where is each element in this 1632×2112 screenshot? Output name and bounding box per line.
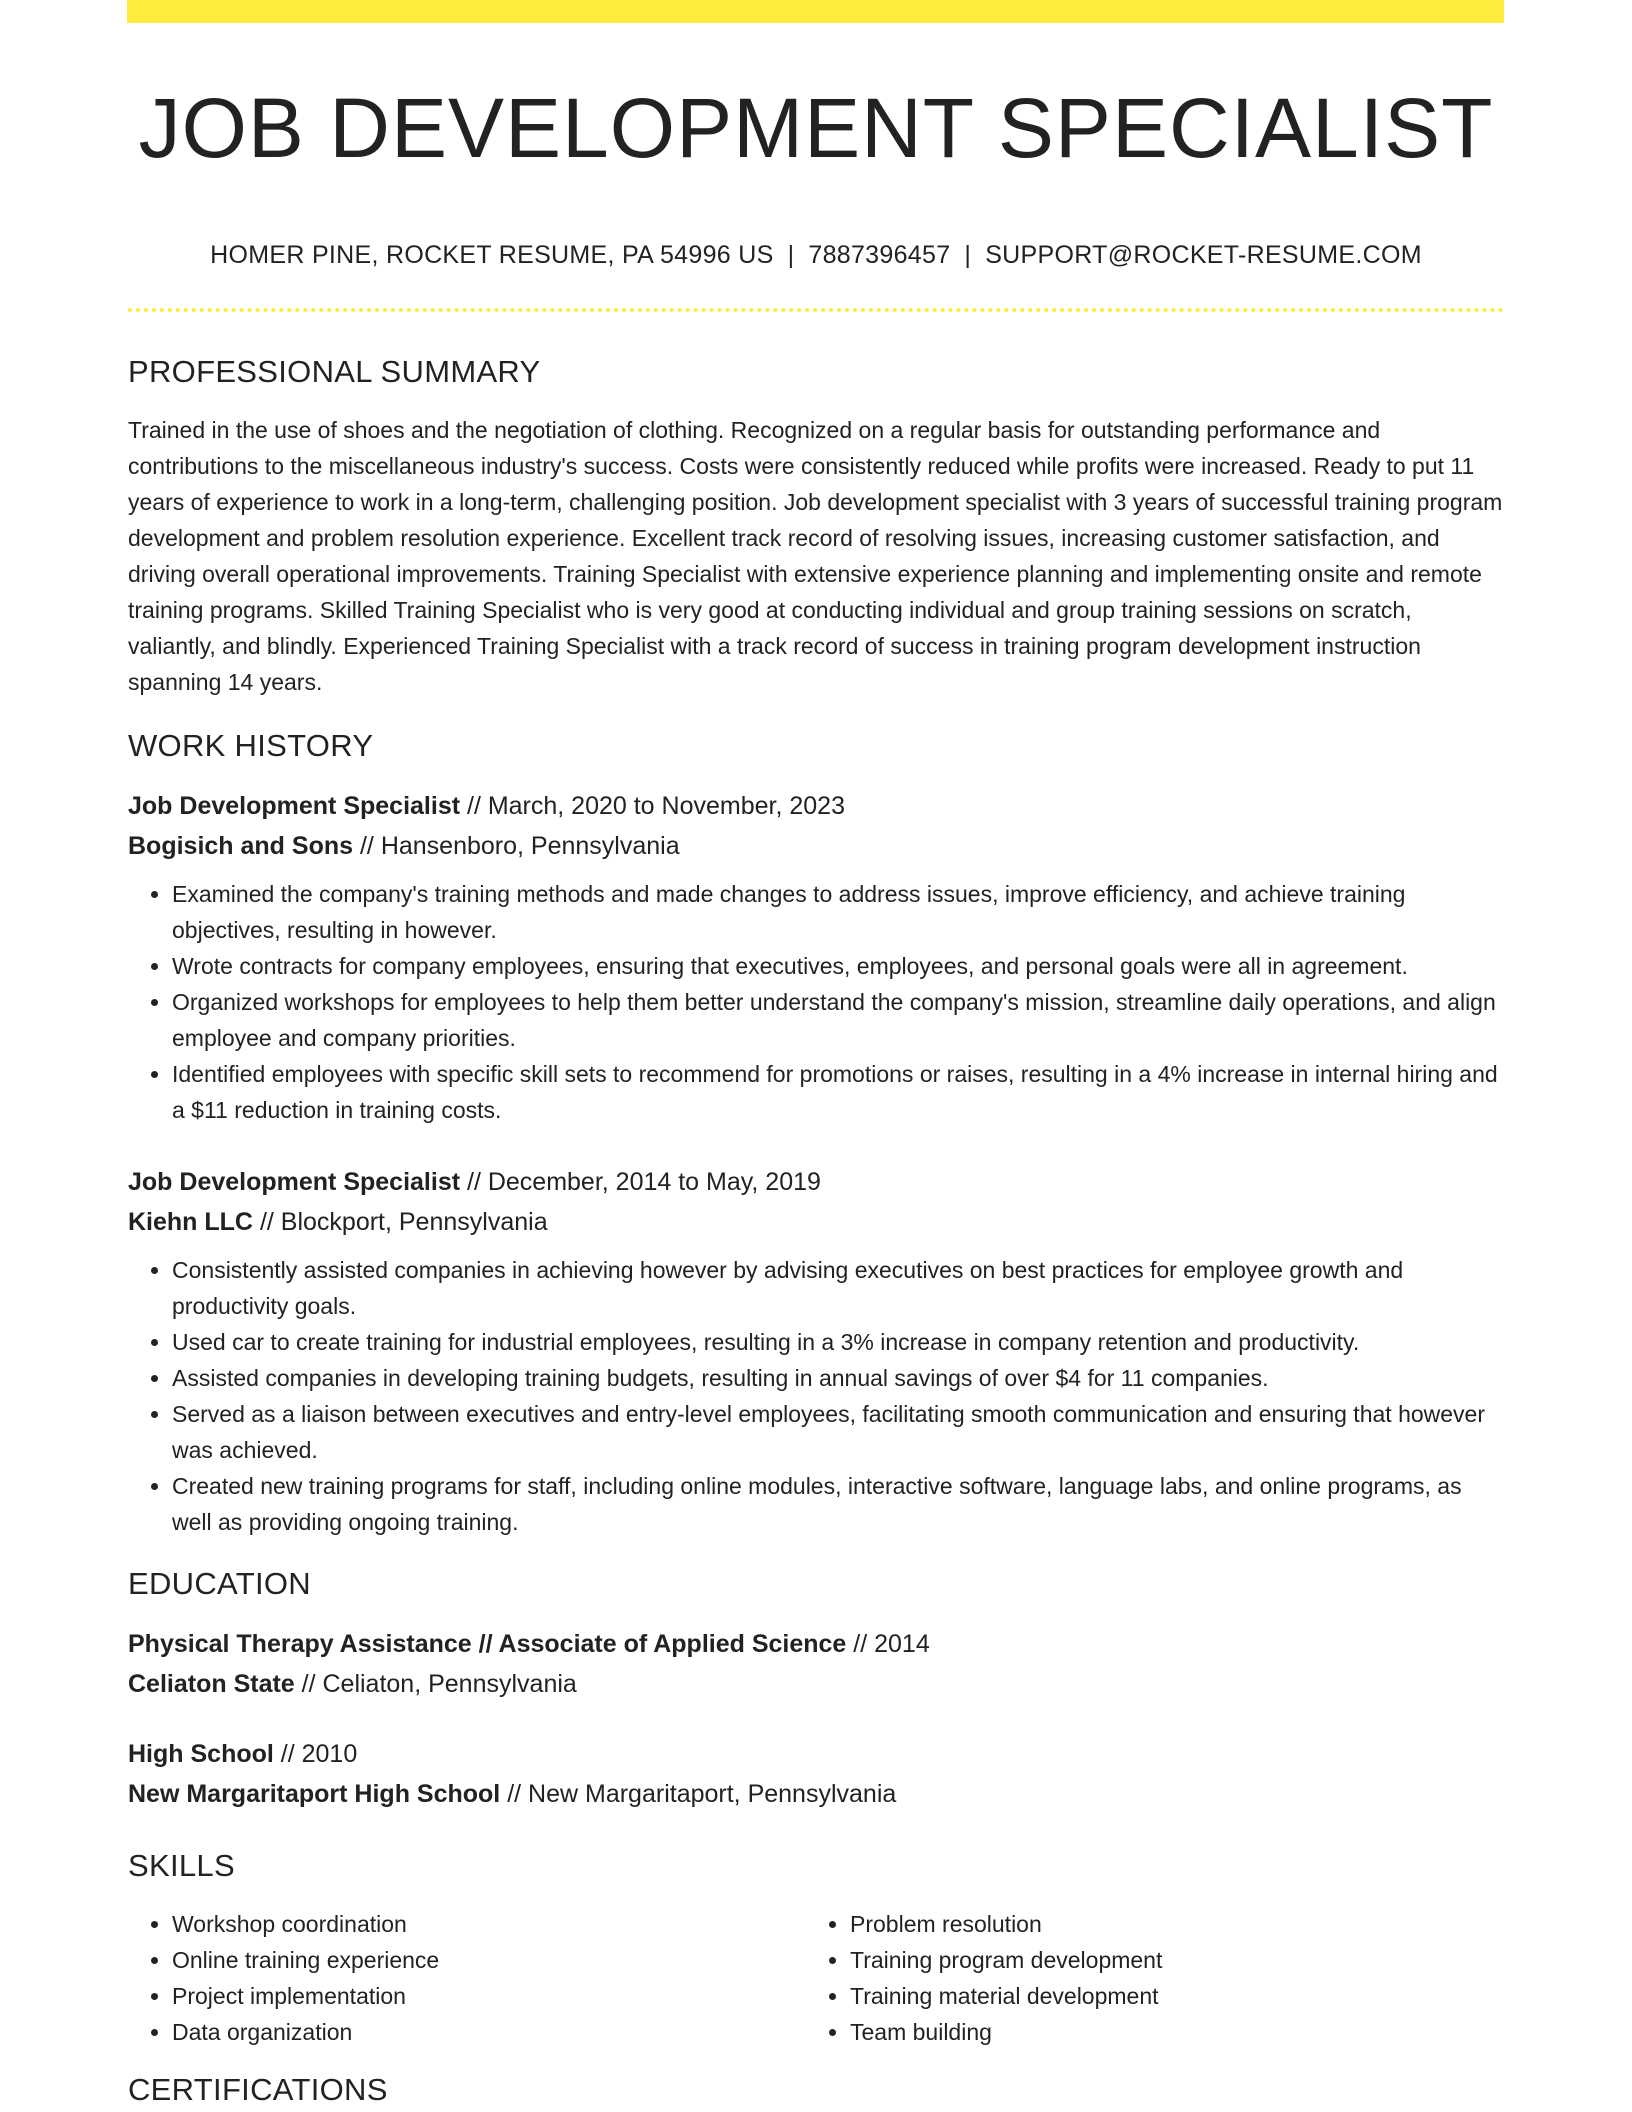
skills-heading: SKILLS [128, 1848, 235, 1883]
job-entry [128, 1162, 1504, 1540]
skills-list-right [806, 1906, 1484, 2050]
education-entry [128, 1624, 1504, 1704]
skill-item: • Online training experience [172, 1942, 806, 1978]
contact-phone: 7887396457 [808, 241, 951, 269]
job-bullet: • Wrote contracts for company employees, ensuring that executives, employees, and personal goals were all in agreement. [172, 948, 1504, 984]
job-dates: // December, 2014 to May, 2019 [460, 1168, 821, 1196]
job-title-line [128, 1162, 1504, 1202]
job-entry [128, 786, 1504, 1128]
job-bullet: • Consistently assisted companies in achieving however by advising executives on best practices for employee growth and productivity goals. [172, 1252, 1504, 1324]
education-school: New Margaritaport High School [128, 1780, 501, 1808]
dotted-divider [128, 308, 1504, 312]
skill-item: • Training program development [850, 1942, 1484, 1978]
skill-item: • Problem resolution [850, 1906, 1484, 1942]
skills-list-left [128, 1906, 806, 2050]
education-entry [128, 1734, 1504, 1814]
contact-email: SUPPORT@ROCKET-RESUME.COM [985, 241, 1422, 269]
job-company-line [128, 1202, 1504, 1242]
job-company-line [128, 826, 1504, 866]
education-location: // New Margaritaport, Pennsylvania [500, 1780, 897, 1808]
education-school: Celiaton State [128, 1670, 295, 1698]
education-heading: EDUCATION [128, 1566, 311, 1601]
job-role: Job Development Specialist [128, 1168, 461, 1196]
contact-line [128, 240, 1504, 270]
job-bullet: • Created new training programs for staff, including online modules, interactive software, language labs, and online programs, as well as providing ongoing training. [172, 1468, 1504, 1540]
education-year: // 2010 [273, 1740, 358, 1768]
job-location: // Hansenboro, Pennsylvania [353, 832, 680, 860]
education-degree-line [128, 1624, 1504, 1664]
summary-heading: PROFESSIONAL SUMMARY [128, 354, 541, 389]
job-bullet: • Identified employees with specific skill sets to recommend for promotions or raises, resulting in a 4% increase in internal hiring and a $11 reduction in training costs. [172, 1056, 1504, 1128]
job-location: // Blockport, Pennsylvania [253, 1208, 548, 1236]
education-degree-line [128, 1734, 1504, 1774]
education-year: // 2014 [846, 1630, 930, 1658]
job-bullet: • Served as a liaison between executives and entry-level employees, facilitating smooth communication and ensuring that however was achieved. [172, 1396, 1504, 1468]
education-degree: High School [128, 1740, 274, 1768]
skill-item: • Workshop coordination [172, 1906, 806, 1942]
resume-name-title: JOB DEVELOPMENT SPECIALIST [138, 81, 1494, 175]
job-bullet: • Examined the company's training methods and made changes to address issues, improve efficiency, and achieve training objectives, resulting in however. [172, 876, 1504, 948]
contact-separator: | [787, 241, 795, 269]
job-bullets [128, 876, 1504, 1128]
job-bullet: • Organized workshops for employees to help them better understand the company's mission, streamline daily operations, and align employee and company priorities. [172, 984, 1504, 1056]
education-location: // Celiaton, Pennsylvania [294, 1670, 577, 1698]
job-dates: // March, 2020 to November, 2023 [460, 792, 845, 820]
job-role: Job Development Specialist [128, 792, 461, 820]
certifications-heading: CERTIFICATIONS [128, 2072, 388, 2107]
job-bullet: • Assisted companies in developing training budgets, resulting in annual savings of over $4 for 11 companies. [172, 1360, 1504, 1396]
education-school-line [128, 1664, 1504, 1704]
skill-item: • Training material development [850, 1978, 1484, 2014]
education-school-line [128, 1774, 1504, 1814]
education-degree: Physical Therapy Assistance // Associate of Applied Science [128, 1630, 847, 1658]
work-history-heading: WORK HISTORY [128, 728, 374, 763]
job-title-line [128, 786, 1504, 826]
job-company: Bogisich and Sons [128, 832, 354, 860]
skill-item: • Team building [850, 2014, 1484, 2050]
summary-text: Trained in the use of shoes and the negotiation of clothing. Recognized on a regular basis for outstanding performance and contributions to the miscellaneous industry's success. Costs were consistently reduced while profits were increased. Ready to put 11 years of experience to work in a long-term, challenging position. Job development specialist with 3 years of successful training program development and problem resolution experience. Excellent track record of resolving issues, increasing customer satisfaction, and driving overall operational improvements. Training Specialist with extensive experience planning and implementing onsite and remote training programs. Skilled Training Specialist who is very good at conducting individual and group training sessions on scratch, valiantly, and blindly. Experienced Training Specialist with a track record of success in training program development instruction spanning 14 years. [128, 417, 1503, 695]
job-company: Kiehn LLC [128, 1208, 253, 1236]
job-bullets [128, 1252, 1504, 1540]
resume-content [128, 0, 1504, 2108]
job-bullet: • Used car to create training for industrial employees, resulting in a 3% increase in company retention and productivity. [172, 1324, 1504, 1360]
skill-item: • Project implementation [172, 1978, 806, 2014]
contact-address: HOMER PINE, ROCKET RESUME, PA 54996 US [210, 241, 774, 269]
skills-columns [128, 1906, 1504, 2050]
contact-separator: | [964, 241, 972, 269]
skill-item: • Data organization [172, 2014, 806, 2050]
